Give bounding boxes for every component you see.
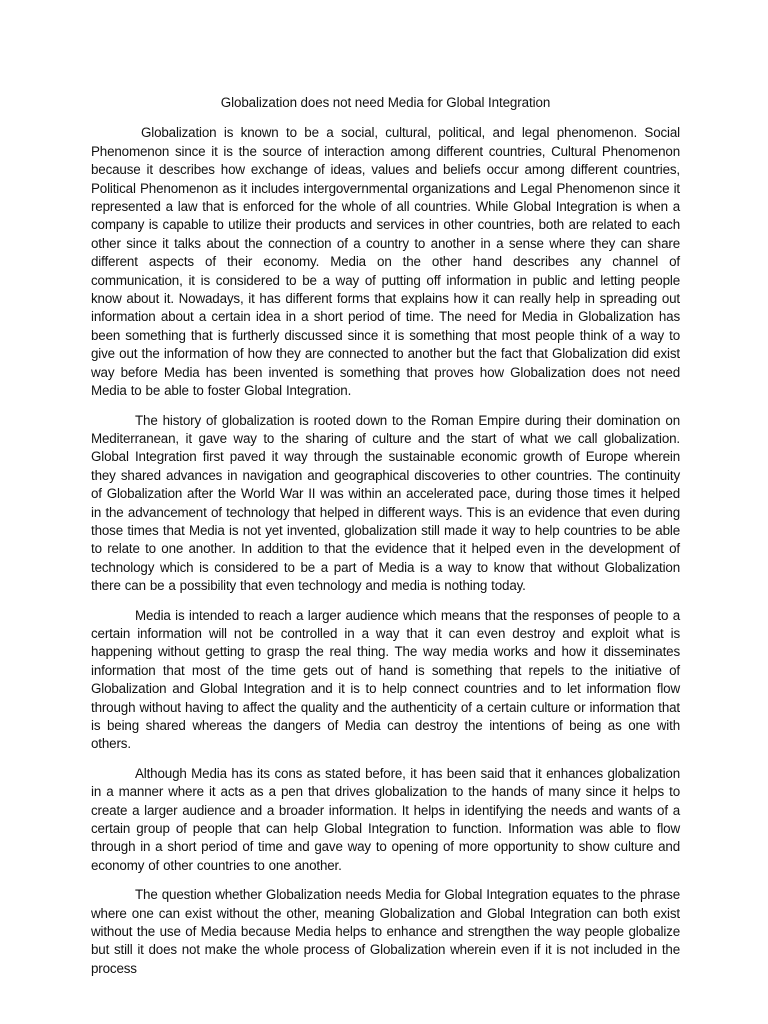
paragraph-2: The history of globalization is rooted down to the Roman Empire during their domination on Mediterranean, it gave way to the sharing of culture and the start of what we call globalization. Global Integration first paved it way through the sustainable economic growth of Europe wherein they shared advances in navigation and geographical discoveries to other countries. The continuity of Globalization after the World War II was within an accelerated pace, during those times it helped in the advancement of technology that helped in different ways. This is an evidence that even during those times that Media is not yet invented, globalization still made it way to help countries to be able to relate to one another. In addition to that the evidence that it helped even in the development of technology which is considered to be a part of Media is a way to know that without Globalization there can be a possibility that even technology and media is nothing today. — [91, 412, 680, 594]
document-title: Globalization does not need Media for Global Integration — [220, 95, 551, 110]
paragraph-4: Although Media has its cons as stated before, it has been said that it enhances globalization in a manner where it acts as a pen that drives globalization to the hands of many since it helps to create a larger audience and a broader information. It helps in identifying the needs and wants of a certain group of people that can help Global Integration to function. Information was able to flow through in a short period of time and gave way to opening of more opportunity to show culture and economy of other countries to one another. — [91, 765, 680, 873]
paragraph-1: Globalization is known to be a social, cultural, political, and legal phenomenon. Social Phenomenon since it is the source of interaction among different countries, Cultural Phenomenon because it describes how exchange of ideas, values and beliefs occur among different countries, Political Phenomenon as it includes intergovernmental organizations and Legal Phenomenon since it represented a law that is enforced for the whole of all countries. While Global Integration is when a company is capable to utilize their products and services in other countries, both are related to each other since it talks about the connection of a country to another in a sense where they can share different aspects of their economy. Media on the other hand describes any channel of communication, it is considered to be a way of putting off information in public and letting people know about it. Nowadays, it has different forms that explains how it can really help in spreading out information about a certain idea in a short period of time. The need for Media in Globalization has been something that is furtherly discussed since it is something that most people think of a way to give out the information of how they are connected to another but the fact that Globalization did exist way before Media has been invented is something that proves how Globalization does not need Media to be able to foster Global Integration. — [91, 125, 680, 399]
paragraph-3: Media is intended to reach a larger audience which means that the responses of people to a certain information will not be controlled in a way that it can even destroy and exploit what is happening without getting to grasp the real thing. The way media works and how it disseminates information that most of the time gets out of hand is something that repels to the initiative of Globalization and Global Integration and it is to help connect countries and to let information flow through without having to affect the quality and the authenticity of a certain culture or information that is being shared whereas the dangers of Media can destroy the intentions of being as one with others. — [91, 607, 680, 752]
paragraph-5: The question whether Globalization needs Media for Global Integration equates to the phrase where one can exist without the other, meaning Globalization and Global Integration can both exist without the use of Media because Media helps to enhance and strengthen the way people globalize but still it does not make the whole process of Globalization wherein even if it is not included in the process — [91, 887, 680, 976]
